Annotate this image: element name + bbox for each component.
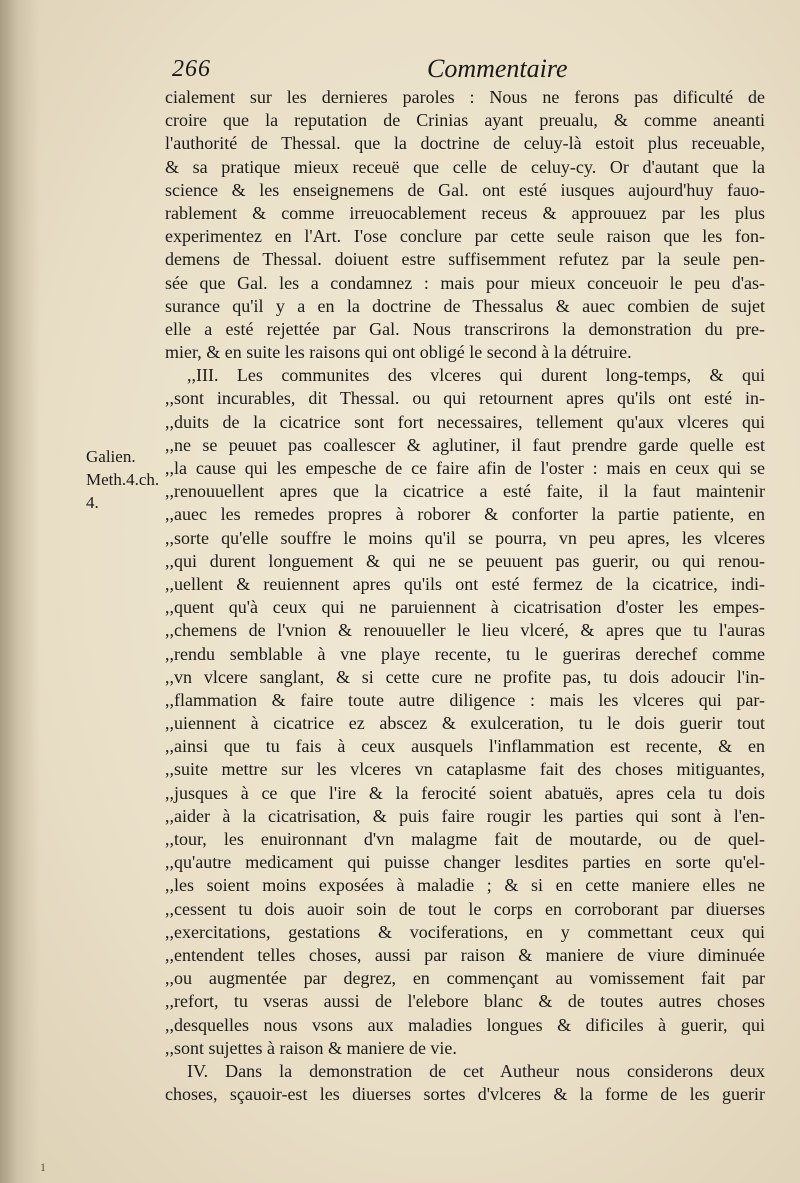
text-line: ,,sont incurables, dit Thessal. ou qui retournent apres qu'ils ont esté in- bbox=[165, 388, 765, 409]
text-line: ,,exercitations, gestations & vociferations, en y commettant ceux qui bbox=[165, 921, 765, 942]
stray-mark: 1 bbox=[40, 1160, 46, 1174]
text-line: rablement & comme irreuocablement receus & approuuez par les plus bbox=[165, 202, 765, 223]
margin-note-line: Galien. bbox=[86, 447, 136, 466]
text-line: demens de Thessal. doiuent estre suffisemment refutez par la seule pen- bbox=[165, 249, 765, 270]
text-line: ,,renouuellent apres que la cicatrice a esté faite, il la faut maintenir bbox=[165, 481, 765, 502]
text-line: croire que la reputation de Crinias ayant preualu, & comme aneanti bbox=[165, 110, 765, 131]
text-line: ,,rendu semblable à vne playe recente, tu le gueriras derechef comme bbox=[165, 643, 765, 664]
text-line: ,,les soient moins exposées à maladie ; & si en cette maniere elles ne bbox=[165, 875, 765, 896]
text-line: elle a esté rejettée par Gal. Nous transcrirons la demonstration du pre- bbox=[165, 318, 765, 339]
text-line: ,,auec les remedes propres à roborer & conforter la partie patiente, en bbox=[165, 504, 765, 525]
text-line: ,,vn vlcere sanglant, & si cette cure ne profite pas, tu dois adoucir l'in- bbox=[165, 666, 765, 687]
text-line: ,,ne se peuuet pas coallescer & aglutiner, il faut prendre garde quelle est bbox=[165, 434, 765, 455]
page-number: 266 bbox=[172, 56, 211, 82]
text-line: ,,chemens de l'vnion & renouueller le lieu vlceré, & apres que tu l'auras bbox=[165, 620, 765, 641]
gutter-shadow bbox=[0, 0, 40, 1183]
text-line: ,,III. Les communites des vlceres qui durent long-temps, & qui bbox=[187, 365, 765, 386]
text-line: ,,ainsi que tu fais à ceux ausquels l'inflammation est recente, & en bbox=[165, 736, 765, 757]
text-line: ,,qu'autre medicament qui puisse changer lesdites parties en sorte qu'el- bbox=[165, 852, 765, 873]
text-line: ,,duits de la cicatrice sont fort necessaires, tellement qu'aux vlceres qui bbox=[165, 411, 765, 432]
margin-note bbox=[86, 445, 166, 514]
text-line: ,,sont sujettes à raison & maniere de vie. bbox=[165, 1037, 457, 1058]
text-line: ,,desquelles nous vsons aux maladies longues & dificiles à guerir, qui bbox=[165, 1014, 765, 1035]
text-line: sée que Gal. les a condamnez : mais pour mieux conceuoir le peu d'as- bbox=[165, 272, 765, 293]
body-text bbox=[165, 86, 765, 1106]
margin-note-line: 4. bbox=[86, 493, 99, 512]
text-line: l'authorité de Thessal. que la doctrine de celuy-là estoit plus receuable, bbox=[165, 133, 765, 154]
text-line: ,,suite mettre sur les vlceres vn cataplasme fait des choses mitiguantes, bbox=[165, 759, 765, 780]
text-line: ,,jusques à ce que l'ire & la ferocité soient abatuës, apres cela tu dois bbox=[165, 782, 765, 803]
text-line: science & les enseignemens de Gal. ont esté iusques aujourd'huy fauo- bbox=[165, 179, 765, 200]
text-line: IV. Dans la demonstration de cet Autheur nous considerons deux bbox=[187, 1060, 765, 1081]
text-line: ,,quent qu'à ceux qui ne paruiennent à cicatrisation d'oster les empes- bbox=[165, 597, 765, 618]
text-line: ,,qui durent longuement & qui ne se peuuent pas guerir, ou qui renou- bbox=[165, 550, 765, 571]
running-title: Commentaire bbox=[427, 54, 568, 83]
text-line: ,,flammation & faire toute autre diligence : mais les vlceres qui par- bbox=[165, 689, 765, 710]
text-line: ,,refort, tu vseras aussi de l'elebore blanc & de toutes autres choses bbox=[165, 991, 765, 1012]
margin-note-line: Meth.4.ch. bbox=[86, 470, 160, 489]
text-line: cialement sur les dernieres paroles : Nous ne ferons pas dificulté de bbox=[165, 87, 765, 107]
text-line: surance qu'il y a en la doctrine de Thessalus & auec combien de sujet bbox=[165, 295, 765, 316]
text-line: mier, & en suite les raisons qui ont obligé le second à la détruire. bbox=[165, 342, 632, 363]
text-line: ,,la cause qui les empesche de ce faire afin de l'oster : mais en ceux qui se bbox=[165, 458, 765, 478]
text-line: ,,tour, les enuironnant d'vn malagme fait de moutarde, ou de quel- bbox=[165, 829, 765, 849]
text-line: choses, sçauoir-est les diuerses sortes d'vlceres & la forme de les guerir bbox=[165, 1084, 765, 1105]
text-line: ,,uiennent à cicatrice ez abscez & exulceration, tu le dois guerir tout bbox=[165, 713, 765, 734]
text-line: experimentez en l'Art. I'ose conclure par cette seule raison que les fon- bbox=[165, 226, 765, 247]
page-header bbox=[172, 52, 762, 86]
text-line: ,,sorte qu'elle souffre le moins qu'il se pourra, vn peu apres, les vlceres bbox=[165, 527, 765, 548]
text-line: ,,aider à la cicatrisation, & puis faire rougir les parties qui sont à l'en- bbox=[165, 805, 765, 826]
text-line: ,,cessent tu dois auoir soin de tout le corps en corroborant par diuerses bbox=[165, 898, 765, 919]
text-line: ,,entendent telles choses, aussi par raison & maniere de viure diminuée bbox=[165, 944, 765, 965]
text-line: ,,uellent & reuiennent apres qu'ils ont esté fermez de la cicatrice, indi- bbox=[165, 573, 765, 594]
text-line: ,,ou augmentée par degrez, en commençant au vomissement fait par bbox=[165, 968, 765, 989]
text-line: & sa pratique mieux receuë que celle de celuy-cy. Or d'autant que la bbox=[165, 156, 765, 177]
